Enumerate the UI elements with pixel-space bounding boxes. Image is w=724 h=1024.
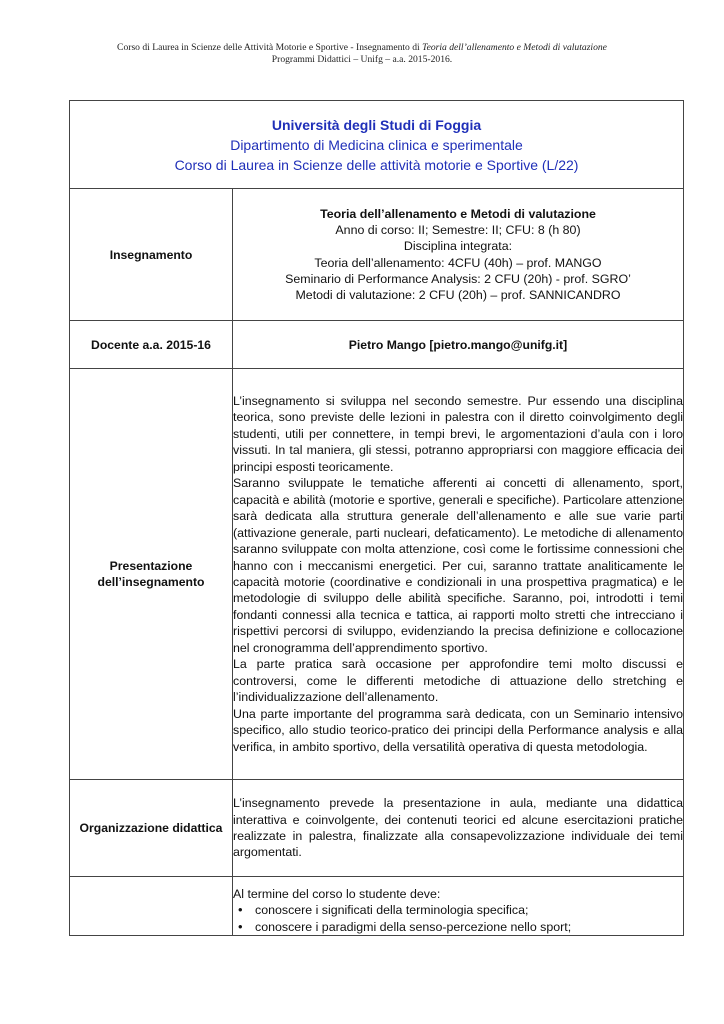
obiettivi-label [70, 877, 233, 936]
organizzazione-label: Organizzazione didattica [70, 780, 233, 877]
obiettivi-row [70, 877, 684, 936]
list-item: • conoscere i paradigmi della senso-percezione nello sport; [255, 919, 683, 935]
course-name: Corso di Laurea in Scienze delle attività motorie e Sportive (L/22) [174, 156, 579, 173]
institution-row [70, 101, 684, 189]
obiettivi-intro: Al termine del corso lo studente deve: [233, 886, 441, 901]
docente-value: Pietro Mango [pietro.mango@unifg.it] [233, 321, 684, 369]
course-info-line: Teoria dell’allenamento: 4CFU (40h) – prof. MANGO [314, 255, 602, 270]
presentazione-paragraph: La parte pratica sarà occasione per approfondire temi molto discussi e controversi, come le differenti metodiche di attuazione dello stretching e l’individualizzazione dell’allenamento. [233, 657, 683, 705]
presentazione-row [70, 369, 684, 780]
list-item: • conoscere i significati della terminologia specifica; [255, 902, 683, 918]
presentazione-label-line1: Presentazione [109, 559, 193, 573]
presentazione-paragraph: Saranno sviluppate le tematiche afferenti ai concetti di allenamento, sport, capacità e abilità (motorie e sportive, generali e specifiche). Particolare attenzione sarà dedicata alla struttura generale dell’allenamento e alle sue varie parti (attivazione generale, parti nucleari, defaticamento). Le metodiche di allenamento saranno sviluppate con molta attenzione, così come le fortissime connessioni che hanno con i meccanismi energetici. Per cui, saranno trattate analiticamente le capacità motorie (coordinative e condizionali in una prospettiva pragmatica) e le metodologie di sviluppo delle abilità specifiche. Saranno, poi, introdotti i temi fondanti connessi alla tecnica e tattica, ai rapporti molto stretti che intrecciano i rispettivi percorsi di sviluppo, evidenziando la precisa definizione e collocazione nel cronogramma dell’apprendimento sportivo. [233, 476, 683, 655]
presentazione-paragraph: L’insegnamento si sviluppa nel secondo semestre. Pur essendo una disciplina teorica, sono previste delle lezioni in palestra con il diretto coinvolgimento degli studenti, utili per connettere, in tempi brevi, le argomentazioni d’aula con i loro vissuti. In tal maniera, gli stessi, potranno appropriarsi con maggiore efficacia dei principi esposti teoricamente. [233, 394, 683, 474]
obiettivi-list [233, 902, 683, 935]
insegnamento-row [70, 189, 684, 321]
course-info-line: Metodi di valutazione: 2 CFU (20h) – prof. SANNICANDRO [295, 287, 621, 302]
course-title: Teoria dell’allenamento e Metodi di valutazione [320, 206, 596, 221]
running-header-course: Corso di Laurea in Scienze delle Attività Motorie e Sportive - Insegnamento di [117, 42, 423, 53]
running-header-line2: Programmi Didattici – Unifg – a.a. 2015-2016. [271, 53, 453, 65]
program-table [69, 100, 684, 936]
presentazione-label [70, 369, 233, 780]
insegnamento-content [233, 189, 684, 321]
institution-cell [70, 101, 684, 189]
organizzazione-content [233, 780, 684, 877]
presentazione-label-line2: dell’insegnamento [97, 575, 205, 589]
course-info-line: Anno di corso: II; Semestre: II; CFU: 8 (h 80) [335, 223, 581, 238]
organizzazione-text: L’insegnamento prevede la presentazione in aula, mediante una didattica interattiva e coinvolgente, dei contenuti teorici ed alcune esercitazioni pratiche realizzate in palestra, finalizzate alla consapevolizzazione individuale dei temi argomentati. [233, 796, 683, 860]
running-header [0, 42, 724, 65]
organizzazione-row [70, 780, 684, 877]
presentazione-content [233, 369, 684, 780]
docente-row [70, 321, 684, 369]
course-info-line: Disciplina integrata: [403, 239, 513, 254]
course-info-line: Seminario di Performance Analysis: 2 CFU (20h) - prof. SGRO’ [285, 271, 631, 286]
insegnamento-label: Insegnamento [70, 189, 233, 321]
department-name: Dipartimento di Medicina clinica e sperimentale [230, 136, 523, 153]
obiettivi-content [233, 877, 684, 936]
presentazione-paragraph: Una parte importante del programma sarà dedicata, con un Seminario intensivo specifico, allo studio teorico-pratico dei principi della Performance analysis e alla verifica, in ambito sportivo, della versatilità operativa di questa metodologia. [233, 706, 683, 754]
running-header-subject: Teoria dell’allenamento e Metodi di valutazione [422, 42, 607, 53]
university-name: Università degli Studi di Foggia [271, 116, 482, 133]
docente-label: Docente a.a. 2015-16 [70, 321, 233, 369]
running-header-line1 [0, 42, 724, 54]
